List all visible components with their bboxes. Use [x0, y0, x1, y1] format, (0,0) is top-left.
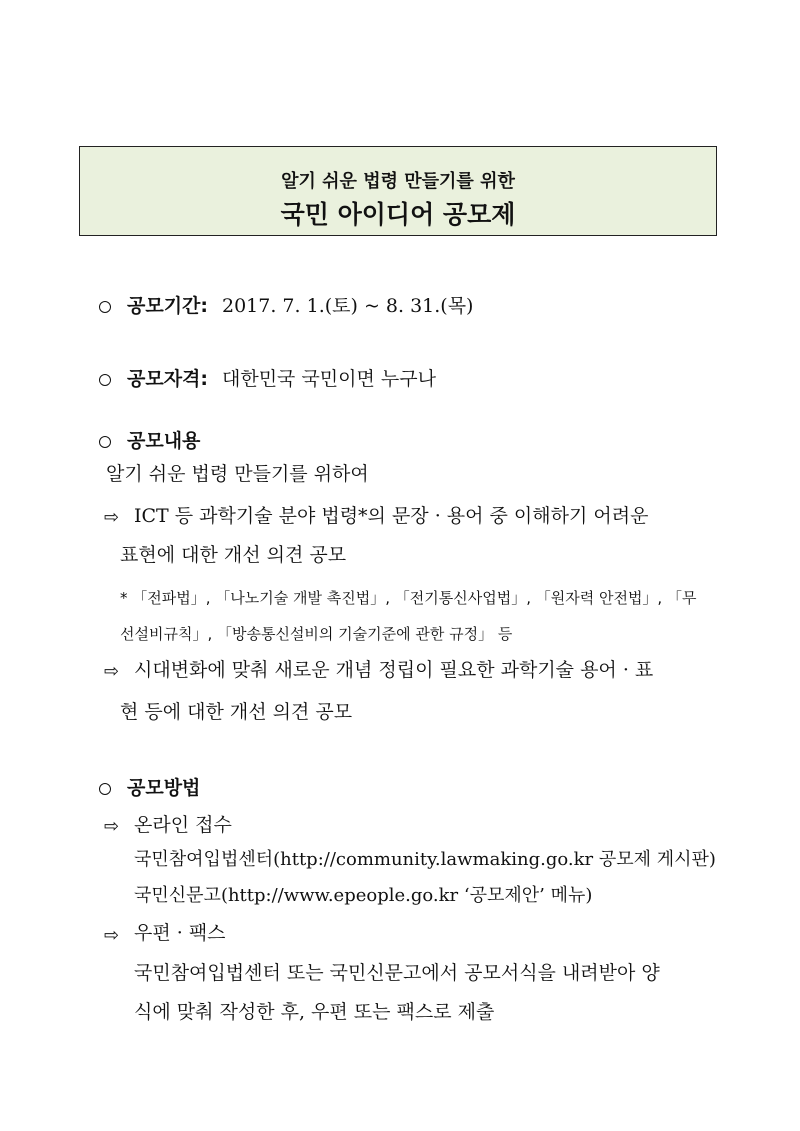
- eligibility-label: 공모자격:: [127, 368, 209, 390]
- period-value: 2017. 7. 1.(토) ~ 8. 31.(목): [222, 295, 474, 317]
- page-title: 국민 아이디어 공모제: [280, 200, 516, 229]
- method-mail-line2: 식에 맞춰 작성한 후, 우편 또는 팩스로 제출: [134, 1001, 495, 1023]
- title-box: [79, 146, 717, 236]
- arrow-right-icon: ⇨: [104, 507, 120, 528]
- arrow-right-icon: ⇨: [104, 816, 120, 837]
- circle-bullet-icon: [99, 301, 111, 313]
- title-subtitle: 알기 쉬운 법령 만들기를 위한: [281, 171, 515, 192]
- content-heading: 공모내용: [127, 430, 201, 452]
- content-item1-line2: 표현에 대한 개선 의견 공모: [120, 544, 347, 566]
- period-label: 공모기간:: [127, 295, 209, 317]
- content-item2-line2: 현 등에 대한 개선 의견 공모: [120, 701, 353, 723]
- eligibility-value: 대한민국 국민이면 누구나: [222, 368, 436, 390]
- content-intro: 알기 쉬운 법령 만들기를 위하여: [106, 463, 369, 485]
- circle-bullet-icon: [99, 436, 111, 448]
- method-mail-line1: 국민참여입법센터 또는 국민신문고에서 공모서식을 내려받아 양: [134, 962, 660, 984]
- method-online: 온라인 접수: [134, 814, 232, 836]
- circle-bullet-icon: [99, 783, 111, 795]
- method-heading: 공모방법: [127, 777, 201, 799]
- content-item1-line1: ICT 등 과학기술 분야 법령*의 문장 · 용어 중 이해하기 어려운: [134, 505, 649, 527]
- arrow-right-icon: ⇨: [104, 661, 120, 682]
- content-note-line1: * 「전파법」, 「나노기술 개발 촉진법」, 「전기통신사업법」, 「원자력 안전법」, 「무: [120, 589, 697, 607]
- arrow-right-icon: ⇨: [104, 925, 120, 946]
- circle-bullet-icon: [99, 374, 111, 386]
- method-online-line2: 국민신문고(http://www.epeople.go.kr ‘공모제안’ 메뉴): [134, 885, 593, 906]
- method-mail: 우편 · 팩스: [134, 922, 226, 944]
- content-item2-line1: 시대변화에 맞춰 새로운 개념 정립이 필요한 과학기술 용어 · 표: [134, 659, 654, 681]
- content-note-line2: 선설비규칙」, 「방송통신설비의 기술기준에 관한 규정」 등: [120, 625, 513, 643]
- method-online-line1: 국민참여입법센터(http://community.lawmaking.go.kr 공모제 게시판): [134, 849, 716, 870]
